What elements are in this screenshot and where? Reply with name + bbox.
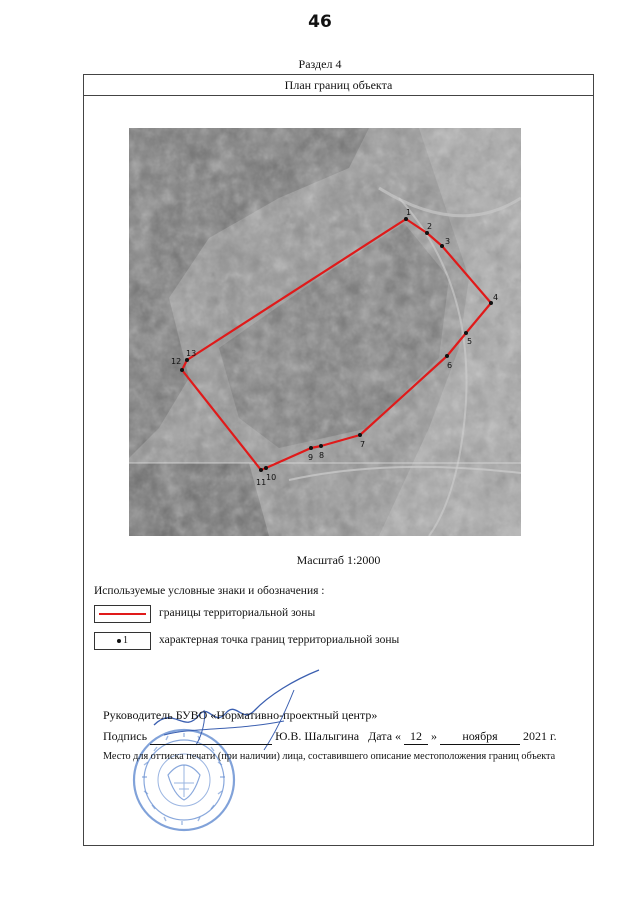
point-label: 2 <box>427 222 433 231</box>
date-label: Дата « <box>368 729 402 743</box>
stamp-note: Место для оттиска печати (при наличии) лица, составившего описание местоположения границ объекта <box>103 751 556 762</box>
legend-boundary-text: границы территориальной зоны <box>159 607 316 619</box>
legend-point-number: 1 <box>123 635 128 646</box>
point-label: 4 <box>493 293 499 302</box>
legend-point-text: характерная точка границ территориальной зоны <box>159 634 400 646</box>
point-label: 5 <box>467 337 473 346</box>
date-year: 2021 г. <box>523 729 557 743</box>
scale-label: Масштаб 1:2000 <box>296 553 381 567</box>
legend-point-dot <box>117 639 121 643</box>
point-label: 7 <box>360 440 366 449</box>
page-number: 46 <box>308 12 332 32</box>
sign-label: Подпись <box>103 729 148 743</box>
point-label: 8 <box>319 451 325 460</box>
plan-title: План границ объекта <box>84 75 593 96</box>
date-day: 12 <box>404 729 428 745</box>
boundary-point <box>464 331 468 335</box>
boundary-point <box>358 433 362 437</box>
boundary-point <box>404 217 408 221</box>
aerial-map <box>129 128 521 536</box>
date-mid: » <box>431 729 438 743</box>
section-label: Раздел 4 <box>298 57 342 71</box>
legend-boundary-symbol <box>94 605 151 623</box>
boundary-point <box>259 468 263 472</box>
point-label: 1 <box>406 208 412 217</box>
legend-point-symbol <box>94 632 151 650</box>
boundary-point <box>440 244 444 248</box>
boundary-point <box>425 231 429 235</box>
boundary-point <box>185 358 189 362</box>
point-label: 3 <box>445 237 451 246</box>
date-month: ноября <box>440 729 520 745</box>
plan-frame <box>83 74 594 846</box>
legend-title: Используемые условные знаки и обозначения : <box>94 585 325 597</box>
signer-name: Ю.В. Шалыгина <box>275 729 360 743</box>
point-label: 9 <box>308 453 314 462</box>
point-label: 10 <box>266 473 277 482</box>
point-label: 11 <box>256 478 267 487</box>
head-line: Руководитель БУВО «Нормативно-проектный центр» <box>103 708 378 722</box>
point-label: 6 <box>447 361 453 370</box>
boundary-point <box>319 444 323 448</box>
point-label: 13 <box>186 349 197 358</box>
boundary-point <box>309 446 313 450</box>
signature-field <box>150 729 272 745</box>
boundary-point <box>445 354 449 358</box>
signature-date-line <box>103 729 583 745</box>
point-label: 12 <box>171 357 182 366</box>
boundary-point <box>264 466 268 470</box>
legend-red-line <box>99 613 146 615</box>
boundary-point <box>180 368 184 372</box>
